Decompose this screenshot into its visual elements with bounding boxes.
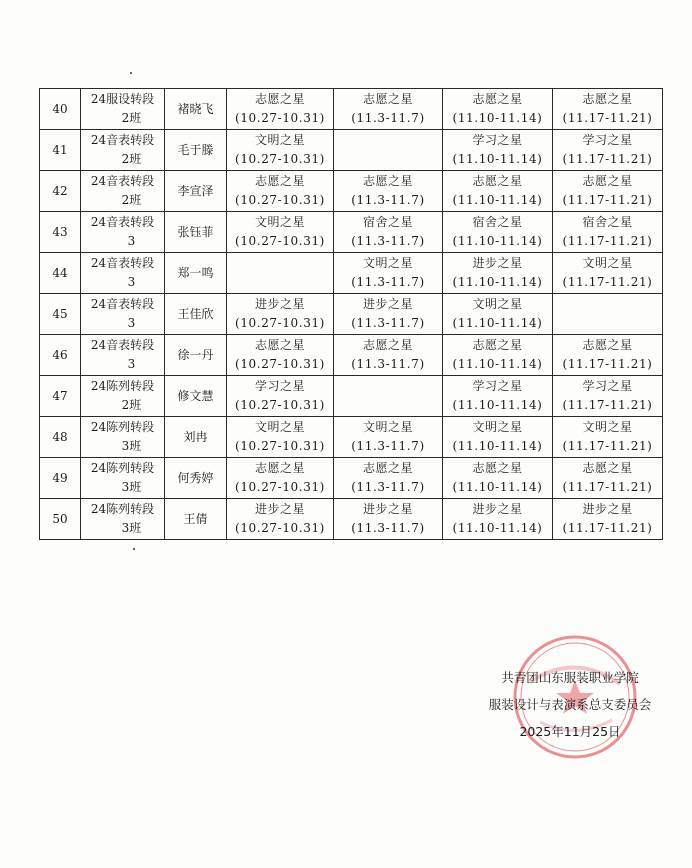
award-cell — [553, 335, 663, 376]
class-cell — [81, 376, 165, 417]
class-line-1: 24音表转段 — [90, 215, 155, 229]
award-cell — [553, 294, 663, 335]
award-cell — [443, 458, 553, 499]
award-period: (11.10-11.14) — [452, 521, 543, 535]
award-period: (11.3-11.7) — [351, 275, 425, 289]
award-title: 学习之星 — [472, 379, 523, 393]
award-period: (10.27-10.31) — [235, 480, 325, 494]
award-title: 志愿之星 — [362, 461, 413, 475]
award-cell — [334, 376, 443, 417]
award-title: 志愿之星 — [254, 461, 305, 475]
award-title: 文明之星 — [254, 215, 305, 229]
award-period: (10.27-10.31) — [235, 398, 325, 412]
award-period: (11.17-11.21) — [562, 439, 653, 453]
award-period: (11.10-11.14) — [452, 316, 543, 330]
class-line-2: 3 — [127, 234, 136, 248]
signoff-block — [470, 664, 670, 745]
student-name-text: 徐一丹 — [177, 347, 214, 362]
award-cell — [443, 335, 553, 376]
class-line-2: 3班 — [121, 480, 142, 494]
award-title: 文明之星 — [362, 256, 413, 270]
row-number — [40, 335, 81, 376]
student-name — [165, 212, 227, 253]
row-number — [40, 294, 81, 335]
award-cell — [553, 499, 663, 540]
award-cell — [227, 253, 334, 294]
student-name-text: 修文慧 — [177, 388, 214, 403]
award-title: 学习之星 — [472, 133, 523, 147]
award-title: 文明之星 — [582, 256, 633, 270]
award-period: (10.27-10.31) — [235, 439, 325, 453]
class-line-1: 24陈列转段 — [90, 461, 155, 475]
award-title: 进步之星 — [362, 297, 413, 311]
award-cell — [334, 212, 443, 253]
class-line-2: 2班 — [121, 152, 142, 166]
award-period: (11.10-11.14) — [452, 234, 543, 248]
award-title: 进步之星 — [472, 502, 523, 516]
award-cell — [553, 417, 663, 458]
student-name — [165, 499, 227, 540]
award-title: 文明之星 — [472, 420, 523, 434]
award-title: 志愿之星 — [472, 174, 523, 188]
row-number — [40, 253, 81, 294]
award-cell — [227, 458, 334, 499]
class-line-1: 24服设转段 — [90, 92, 155, 106]
award-title: 学习之星 — [254, 379, 305, 393]
award-cell — [334, 171, 443, 212]
award-title: 志愿之星 — [582, 461, 633, 475]
award-cell — [553, 253, 663, 294]
award-period: (11.17-11.21) — [562, 480, 653, 494]
student-name-text: 李宣泽 — [177, 183, 214, 198]
table-row — [40, 376, 663, 417]
student-name-text: 何秀婷 — [177, 470, 214, 485]
table-row — [40, 335, 663, 376]
award-period: (11.3-11.7) — [351, 111, 425, 125]
student-name — [165, 130, 227, 171]
class-cell — [81, 171, 165, 212]
class-line-2: 2班 — [121, 398, 142, 412]
award-title: 宿舍之星 — [362, 215, 413, 229]
student-name-text: 刘冉 — [183, 429, 208, 444]
class-line-1: 24陈列转段 — [90, 379, 155, 393]
award-title: 进步之星 — [472, 256, 523, 270]
award-title: 志愿之星 — [362, 174, 413, 188]
award-period: (11.17-11.21) — [562, 152, 653, 166]
award-period: (11.10-11.14) — [452, 111, 543, 125]
award-cell — [443, 212, 553, 253]
class-line-2: 3 — [127, 316, 136, 330]
student-name — [165, 171, 227, 212]
award-title: 文明之星 — [582, 420, 633, 434]
award-cell — [334, 499, 443, 540]
award-cell — [227, 335, 334, 376]
class-line-2: 3 — [127, 357, 136, 371]
row-number-text: 43 — [52, 224, 68, 239]
row-number-text: 46 — [52, 347, 68, 362]
class-line-1: 24音表转段 — [90, 133, 155, 147]
award-period: (11.3-11.7) — [351, 234, 425, 248]
award-title: 进步之星 — [254, 297, 305, 311]
award-period: (11.17-11.21) — [562, 398, 653, 412]
award-cell — [443, 499, 553, 540]
table-row — [40, 294, 663, 335]
class-cell — [81, 130, 165, 171]
award-period: (11.17-11.21) — [562, 234, 653, 248]
table-row — [40, 171, 663, 212]
row-number — [40, 376, 81, 417]
class-line-1: 24音表转段 — [90, 174, 155, 188]
student-name — [165, 458, 227, 499]
award-cell — [334, 130, 443, 171]
student-name — [165, 294, 227, 335]
award-cell — [443, 417, 553, 458]
award-period: (11.17-11.21) — [562, 521, 653, 535]
award-title: 宿舍之星 — [582, 215, 633, 229]
student-name-text: 张钰菲 — [177, 224, 214, 239]
row-number-text: 48 — [52, 429, 68, 444]
class-cell — [81, 212, 165, 253]
row-number-text: 45 — [52, 306, 68, 321]
class-line-1: 24陈列转段 — [90, 502, 155, 516]
row-number-text: 49 — [52, 470, 68, 485]
award-period: (11.17-11.21) — [562, 275, 653, 289]
award-title: 志愿之星 — [582, 174, 633, 188]
class-cell — [81, 458, 165, 499]
award-period: (11.10-11.14) — [452, 357, 543, 371]
award-cell — [227, 417, 334, 458]
class-line-1: 24音表转段 — [90, 297, 155, 311]
award-cell — [553, 130, 663, 171]
award-title: 志愿之星 — [254, 92, 305, 106]
class-cell — [81, 335, 165, 376]
student-name — [165, 376, 227, 417]
award-cell — [443, 130, 553, 171]
award-title: 文明之星 — [472, 297, 523, 311]
award-title: 志愿之星 — [254, 174, 305, 188]
award-period: (11.17-11.21) — [562, 111, 653, 125]
student-name-text: 褚晓飞 — [177, 101, 214, 116]
award-period: (11.10-11.14) — [452, 480, 543, 494]
award-period: (11.10-11.14) — [452, 193, 543, 207]
award-title: 志愿之星 — [582, 92, 633, 106]
award-period: (10.27-10.31) — [235, 193, 325, 207]
award-title: 进步之星 — [254, 502, 305, 516]
table-row — [40, 212, 663, 253]
award-period: (10.27-10.31) — [235, 152, 325, 166]
row-number — [40, 499, 81, 540]
student-name — [165, 89, 227, 130]
table-row — [40, 417, 663, 458]
award-title: 文明之星 — [254, 133, 305, 147]
award-cell — [227, 294, 334, 335]
award-cell — [227, 130, 334, 171]
row-number-text: 50 — [52, 511, 68, 526]
award-period: (10.27-10.31) — [235, 316, 325, 330]
class-cell — [81, 417, 165, 458]
student-name-text: 毛于滕 — [177, 142, 214, 157]
award-cell — [334, 89, 443, 130]
award-title: 宿舍之星 — [472, 215, 523, 229]
class-cell — [81, 294, 165, 335]
award-cell — [553, 89, 663, 130]
award-period: (11.10-11.14) — [452, 439, 543, 453]
award-title: 志愿之星 — [362, 92, 413, 106]
award-cell — [443, 376, 553, 417]
award-cell — [227, 376, 334, 417]
table-row — [40, 499, 663, 540]
row-number — [40, 130, 81, 171]
row-number — [40, 458, 81, 499]
award-cell — [443, 171, 553, 212]
award-title: 学习之星 — [582, 133, 633, 147]
class-cell — [81, 499, 165, 540]
table-row — [40, 253, 663, 294]
row-number-text: 41 — [52, 142, 68, 157]
award-period: (11.3-11.7) — [351, 316, 425, 330]
award-period: (11.3-11.7) — [351, 439, 425, 453]
table-row — [40, 130, 663, 171]
class-line-2: 3班 — [121, 521, 142, 535]
award-title: 文明之星 — [362, 420, 413, 434]
award-title: 志愿之星 — [254, 338, 305, 352]
row-number — [40, 89, 81, 130]
award-title: 文明之星 — [254, 420, 305, 434]
award-cell — [334, 294, 443, 335]
class-line-2: 3 — [127, 275, 136, 289]
row-number — [40, 417, 81, 458]
row-number-text: 47 — [52, 388, 68, 403]
row-number-text: 44 — [52, 265, 68, 280]
class-line-1: 24陈列转段 — [90, 420, 155, 434]
award-title: 志愿之星 — [472, 461, 523, 475]
award-cell — [553, 376, 663, 417]
award-title: 志愿之星 — [582, 338, 633, 352]
student-name — [165, 417, 227, 458]
award-period: (11.10-11.14) — [452, 275, 543, 289]
row-number-text: 42 — [52, 183, 68, 198]
award-cell — [443, 294, 553, 335]
row-number — [40, 212, 81, 253]
award-title: 进步之星 — [582, 502, 633, 516]
award-title: 志愿之星 — [472, 338, 523, 352]
award-period: (11.17-11.21) — [562, 193, 653, 207]
class-line-2: 3班 — [121, 439, 142, 453]
scan-speck — [130, 72, 132, 74]
table-row — [40, 89, 663, 130]
award-title: 学习之星 — [582, 379, 633, 393]
award-cell — [553, 458, 663, 499]
table-row — [40, 458, 663, 499]
row-number-text: 40 — [52, 101, 68, 116]
scan-speck — [133, 548, 135, 550]
class-cell — [81, 253, 165, 294]
signoff-department: 服装设计与表演系总支委员会 — [488, 697, 652, 712]
award-title: 志愿之星 — [362, 338, 413, 352]
award-cell — [443, 253, 553, 294]
class-line-1: 24音表转段 — [90, 256, 155, 270]
student-name — [165, 253, 227, 294]
class-cell — [81, 89, 165, 130]
award-cell — [334, 417, 443, 458]
award-cell — [553, 171, 663, 212]
award-cell — [227, 499, 334, 540]
honor-table — [39, 88, 663, 540]
signoff-date: 2025年11月25日 — [519, 724, 621, 739]
award-title: 志愿之星 — [472, 92, 523, 106]
student-name-text: 王倩 — [183, 511, 208, 526]
class-line-1: 24音表转段 — [90, 338, 155, 352]
award-period: (10.27-10.31) — [235, 521, 325, 535]
award-cell — [553, 212, 663, 253]
award-period: (11.3-11.7) — [351, 193, 425, 207]
award-cell — [334, 335, 443, 376]
row-number — [40, 171, 81, 212]
award-cell — [227, 212, 334, 253]
award-period: (11.3-11.7) — [351, 480, 425, 494]
award-period: (11.3-11.7) — [351, 357, 425, 371]
award-period: (11.17-11.21) — [562, 357, 653, 371]
award-period: (10.27-10.31) — [235, 357, 325, 371]
class-line-2: 2班 — [121, 193, 142, 207]
award-period: (11.3-11.7) — [351, 521, 425, 535]
award-cell — [227, 89, 334, 130]
class-line-2: 2班 — [121, 111, 142, 125]
award-cell — [227, 171, 334, 212]
student-name — [165, 335, 227, 376]
award-period: (11.10-11.14) — [452, 398, 543, 412]
signoff-organization: 共青团山东服装职业学院 — [501, 670, 639, 685]
student-name-text: 郑一鸣 — [177, 265, 214, 280]
award-period: (10.27-10.31) — [235, 111, 325, 125]
award-cell — [334, 253, 443, 294]
award-cell — [443, 89, 553, 130]
student-name-text: 王佳欣 — [177, 306, 214, 321]
award-title: 进步之星 — [362, 502, 413, 516]
award-period: (11.10-11.14) — [452, 152, 543, 166]
award-period: (10.27-10.31) — [235, 234, 325, 248]
award-cell — [334, 458, 443, 499]
